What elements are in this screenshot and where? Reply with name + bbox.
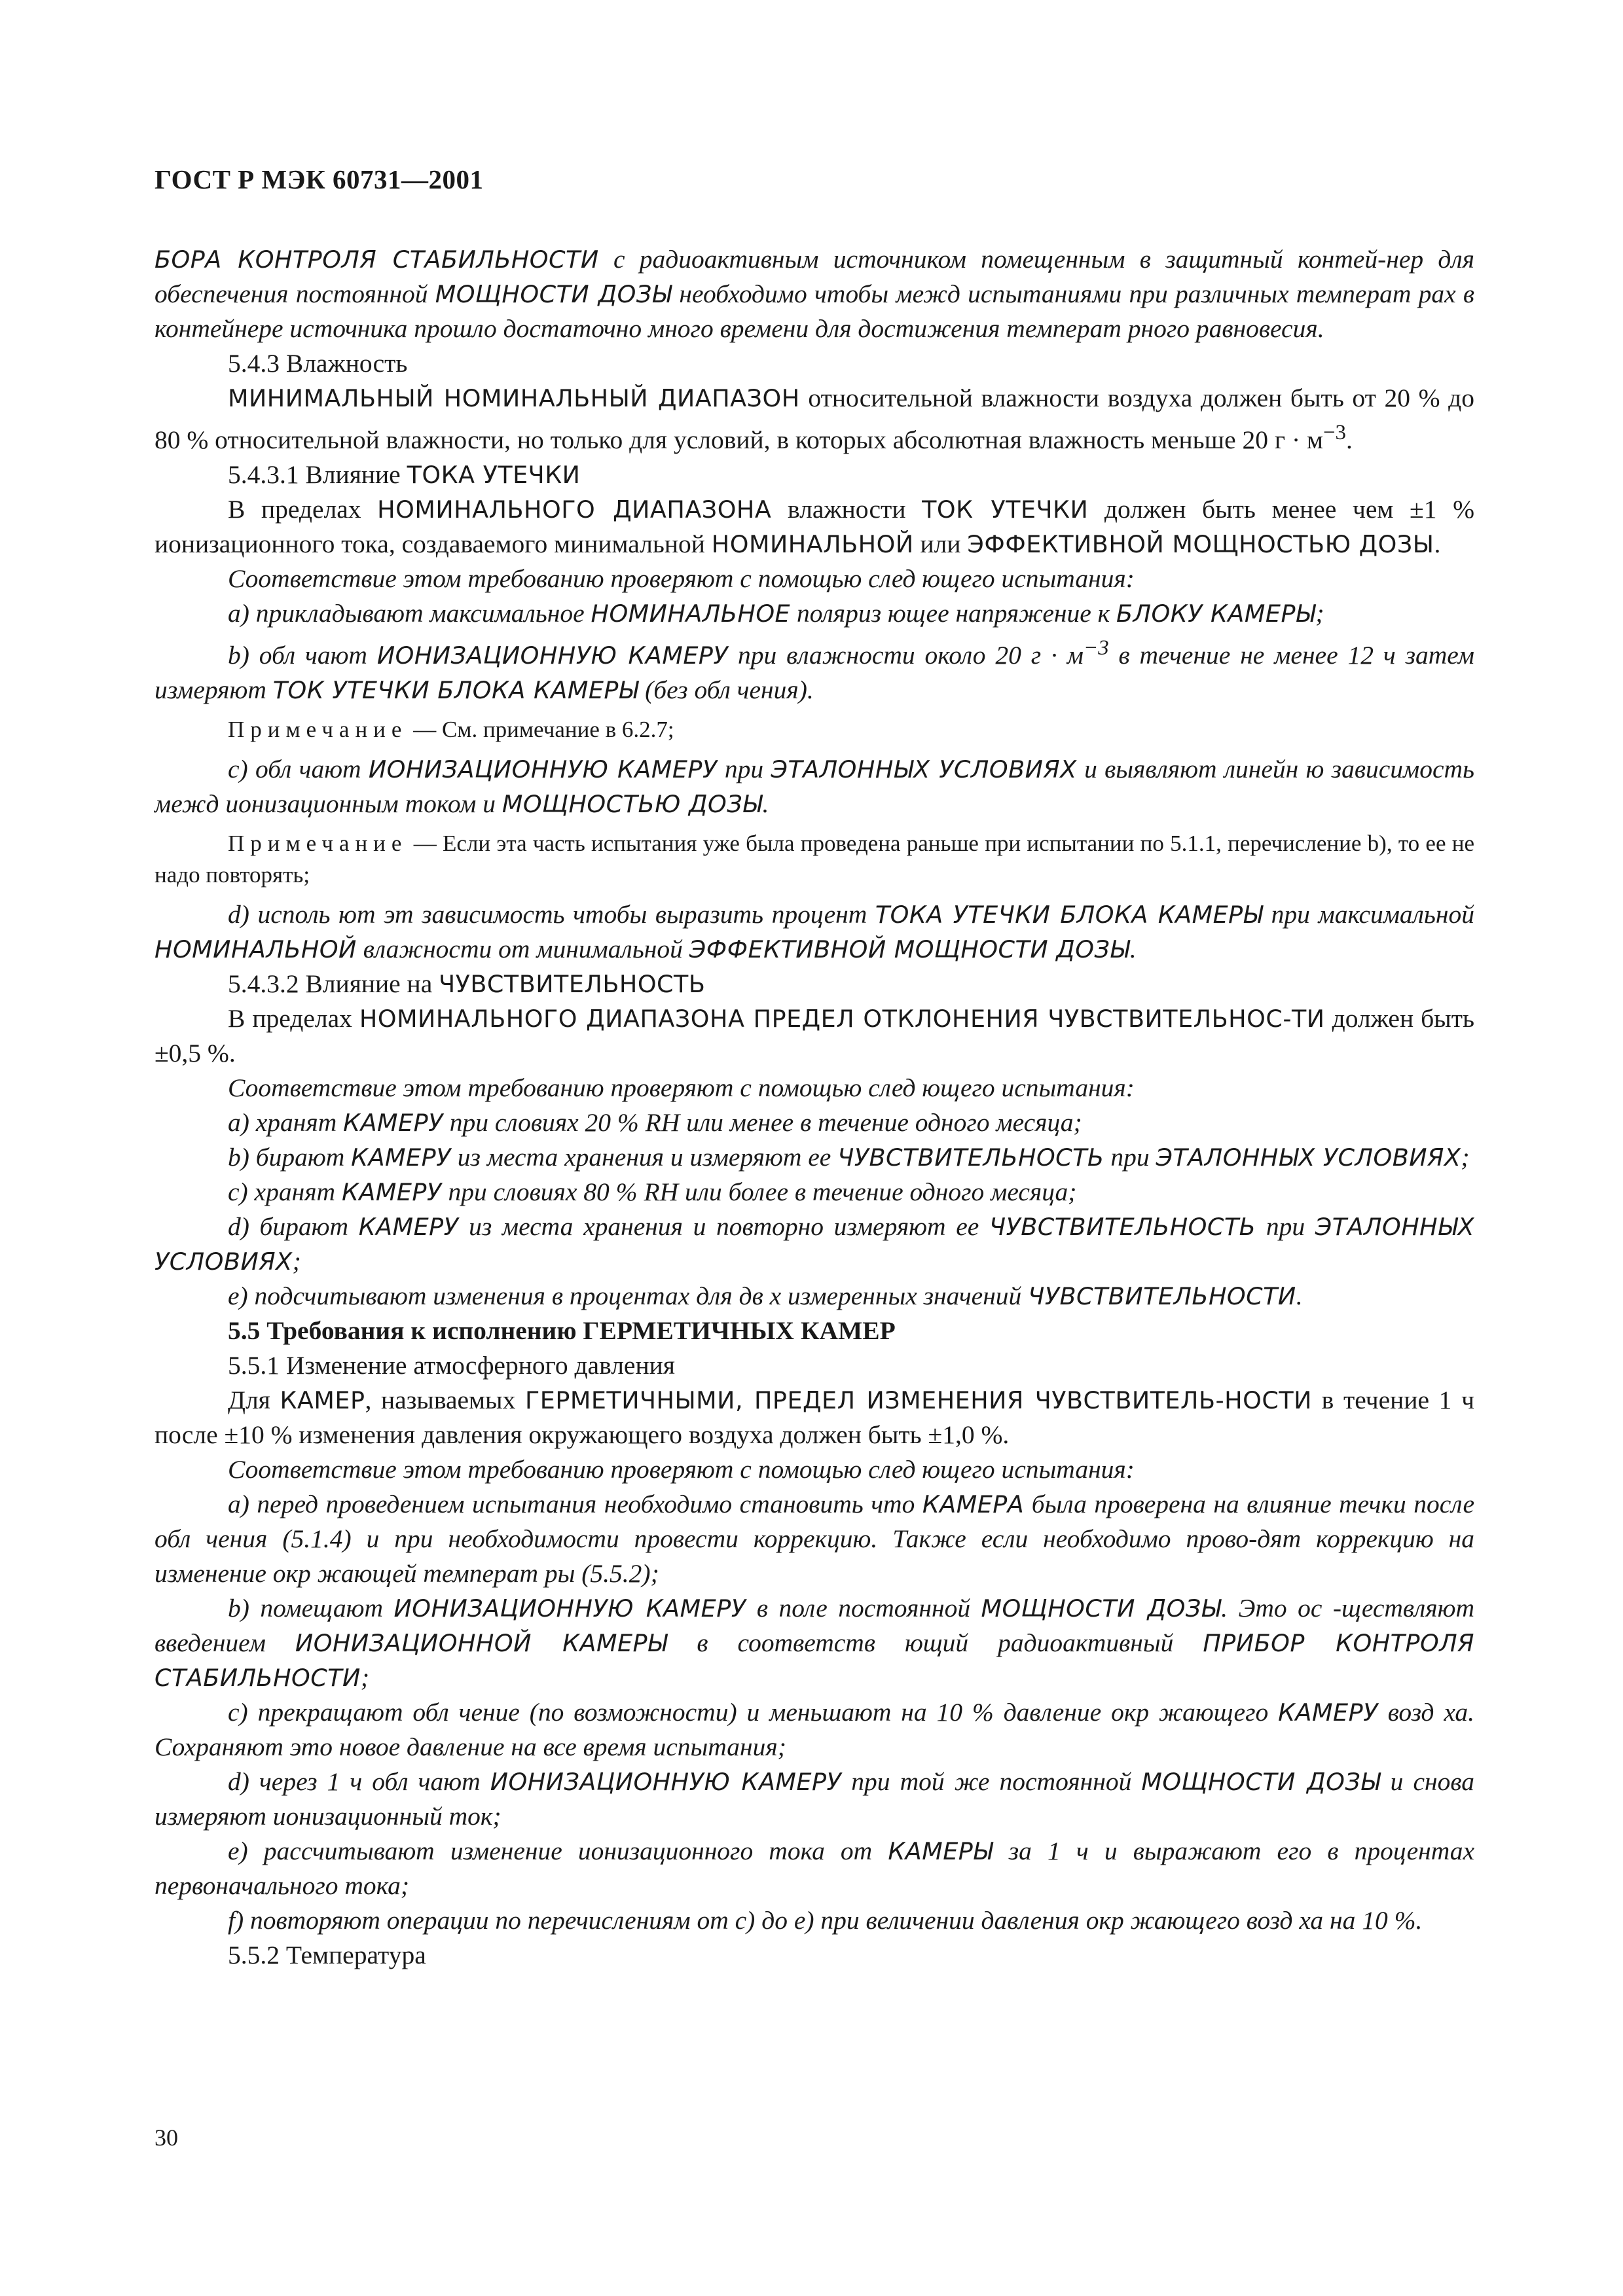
list-item: e) подсчитывают изменения в процентах для дв х измеренных значений ЧУВСТВИТЕЛЬНОСТИ. xyxy=(228,1282,1303,1311)
paragraph: БОРА КОНТРОЛЯ СТАБИЛЬНОСТИ с радиоактивным источником помещенным в защитный контей-нер для обеспечения постоянной МОЩНОСТИ ДОЗЫ необходимо чтобы межд испытаниями при различных температ рах в контейнере источника прошло достаточно много времени для достижения температ рного равновесия. xyxy=(155,245,1475,343)
paragraph: Соответствие этом требованию проверяют с помощью след ющего испытания: xyxy=(228,1073,1135,1103)
paragraph: МИНИМАЛЬНЫЙ НОМИНАЛЬНЫЙ ДИАПАЗОН относительной влажности воздуха должен быть от 20 % до 80 % относительной влажности, но только для условий, в которых абсолютная влажность меньше 20 $г \cdot м^{-3}$. xyxy=(155,384,1474,455)
section-heading: 5.4.3 Влажность xyxy=(228,349,408,378)
paragraph: В пределах НОМИНАЛЬНОГО ДИАПАЗОНА влажности ТОК УТЕЧКИ должен быть менее чем ±1 % ионизационного тока, создаваемого минимальной НОМИНАЛЬНОЙ или ЭФФЕКТИВНОЙ МОЩНОСТЬЮ ДОЗЫ. xyxy=(155,495,1474,559)
list-item: c) прекращают обл чение (по возможности) и меньшают на 10 % давление окр жающего КАМЕРУ возд ха. Сохраняют это новое давление на все время испытания; xyxy=(155,1698,1474,1762)
list-item: d) бирают КАМЕРУ из места хранения и повторно измеряют ее ЧУВСТВИТЕЛЬНОСТЬ при ЭТАЛОННЫХ УСЛОВИЯХ; xyxy=(155,1212,1474,1276)
list-item: a) хранят КАМЕРУ при словиях 20 % RH или менее в течение одного месяца; xyxy=(228,1108,1082,1138)
list-item: b) помещают ИОНИЗАЦИОННУЮ КАМЕРУ в поле постоянной МОЩНОСТИ ДОЗЫ. Это ос -ществляют введением ИОНИЗАЦИОННОЙ КАМЕРЫ в соответств ющий радиоактивный ПРИБОР КОНТРОЛЯ СТАБИЛЬНОСТИ; xyxy=(155,1594,1474,1693)
note: Примечание — Если эта часть испытания уже была проведена раньше при испытании по 5.1.1, перечисление b), то ее не надо повторять; xyxy=(155,831,1474,888)
document-header: ГОСТ Р МЭК 60731—2001 xyxy=(155,164,484,194)
list-item: b) обл чают ИОНИЗАЦИОННУЮ КАМЕРУ при влажности около 20 $г \cdot м^{-3}$ в течение не менее 12 ч затем измеряют ТОК УТЕЧКИ БЛОКА КАМЕРЫ (без обл чения). xyxy=(155,636,1475,705)
paragraph: Для КАМЕР, называемых ГЕРМЕТИЧНЫМИ, ПРЕДЕЛ ИЗМЕНЕНИЯ ЧУВСТВИТЕЛЬ-НОСТИ в течение 1 ч после ±10 % изменения давления окружающего воздуха должен быть ±1,0 %. xyxy=(155,1386,1474,1450)
section-heading: 5.5 Требования к исполнению ГЕРМЕТИЧНЫХ КАМЕР xyxy=(228,1316,896,1346)
section-heading: 5.5.2 Температура xyxy=(228,1941,426,1970)
list-item: c) обл чают ИОНИЗАЦИОННУЮ КАМЕРУ при ЭТАЛОННЫХ УСЛОВИЯХ и выявляют линейн ю зависимость межд ионизационным током и МОЩНОСТЬЮ ДОЗЫ. xyxy=(155,755,1474,819)
note: Примечание — См. примечание в 6.2.7; xyxy=(228,717,674,743)
paragraph: Соответствие этом требованию проверяют с помощью след ющего испытания: xyxy=(228,564,1135,594)
document-body xyxy=(155,242,1474,1973)
paragraph: В пределах НОМИНАЛЬНОГО ДИАПАЗОНА ПРЕДЕЛ ОТКЛОНЕНИЯ ЧУВСТВИТЕЛЬНОС-ТИ должен быть ±0,5 %. xyxy=(155,1004,1474,1068)
list-item: f) повторяют операции по перечислениям от с) до е) при величении давления окр жающего возд ха на 10 %. xyxy=(228,1906,1423,1935)
list-item: e) рассчитывают изменение ионизационного тока от КАМЕРЫ за 1 ч и выражают его в процентах первоначального тока; xyxy=(155,1837,1474,1901)
list-item: d) исполь ют эт зависимость чтобы выразить процент ТОКА УТЕЧКИ БЛОКА КАМЕРЫ при максимальной НОМИНАЛЬНОЙ влажности от минимальной ЭФФЕКТИВНОЙ МОЩНОСТИ ДОЗЫ. xyxy=(155,900,1474,964)
paragraph: Соответствие этом требованию проверяют с помощью след ющего испытания: xyxy=(228,1455,1135,1484)
list-item: d) через 1 ч обл чают ИОНИЗАЦИОННУЮ КАМЕРУ при той же постоянной МОЩНОСТИ ДОЗЫ и снова измеряют ионизационный ток; xyxy=(155,1767,1474,1831)
list-item: c) хранят КАМЕРУ при словиях 80 % RH или более в течение одного месяца; xyxy=(228,1177,1077,1207)
section-heading: 5.4.3.1 Влияние ТОКА УТЕЧКИ xyxy=(228,460,581,490)
section-heading: 5.4.3.2 Влияние на ЧУВСТВИТЕЛЬНОСТЬ xyxy=(228,969,706,999)
list-item: a) прикладывают максимальное НОМИНАЛЬНОЕ поляриз ющее напряжение к БЛОКУ КАМЕРЫ; xyxy=(228,599,1324,628)
page-number: 30 xyxy=(155,2125,178,2151)
list-item: a) перед проведением испытания необходимо становить что КАМЕРА была проверена на влияние течки после обл чения (5.1.4) и при необходимости провести коррекцию. Также если необходимо прово-дят коррекцию на изменение окр жающей температ ры (5.5.2); xyxy=(155,1490,1474,1588)
section-heading: 5.5.1 Изменение атмосферного давления xyxy=(228,1351,675,1380)
list-item: b) бирают КАМЕРУ из места хранения и измеряют ее ЧУВСТВИТЕЛЬНОСТЬ при ЭТАЛОННЫХ УСЛОВИЯХ; xyxy=(228,1143,1470,1172)
